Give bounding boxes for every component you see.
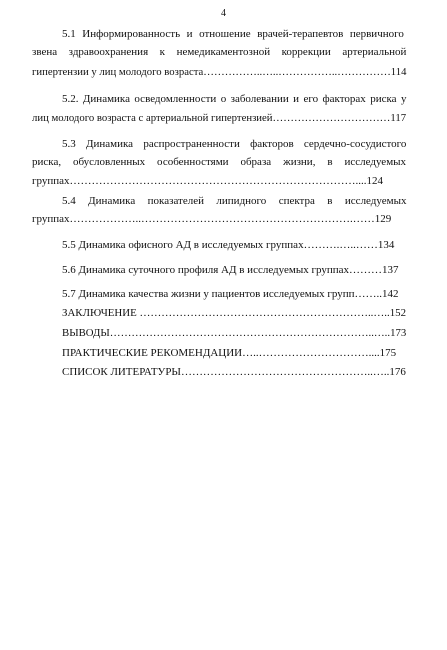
toc-entry-5-1-line-3: гипертензии у лиц молодого возраста……………..…..……………..……………114 <box>32 66 407 78</box>
toc-entry-5-1-line-1: 5.1 Информированность и отношение врачей-терапевтов первичного <box>62 28 404 40</box>
page-number: 4 <box>221 8 226 19</box>
toc-entry-recommendations: ПРАКТИЧЕСКИЕ РЕКОМЕНДАЦИИ…..…………………………....175 <box>62 347 397 359</box>
toc-entry-5-3-line-1: 5.3 Динамика распространенности факторов сердечно-сосудистого <box>62 138 407 150</box>
toc-entry-5-6: 5.6 Динамика суточного профиля АД в исследуемых группах………137 <box>62 264 399 276</box>
toc-entry-5-3-line-2: риска, обусловленных особенностями образа жизни, в исследуемых <box>32 156 407 168</box>
toc-entry-5-2-line-1: 5.2. Динамика осведомленности о заболевании и его факторах риска у <box>62 93 407 105</box>
toc-entry-5-7: 5.7 Динамика качества жизни у пациентов исследуемых групп……..142 <box>62 288 399 300</box>
toc-entry-5-2-line-2: лиц молодого возраста с артериальной гипертензией……………………………117 <box>32 112 407 124</box>
toc-entry-references: СПИСОК ЛИТЕРАТУРЫ……………………………………………..…..176 <box>62 366 406 378</box>
toc-entry-conclusion: ЗАКЛЮЧЕНИЕ ………………………………………………………..…..152 <box>62 307 407 319</box>
toc-entry-5-5: 5.5 Динамика офисного АД в исследуемых группах……….…..……134 <box>62 239 395 251</box>
toc-entry-5-3-line-3: группах……………………………………………………………………....124 <box>32 175 384 187</box>
toc-entry-5-1-line-2: звена здравоохранения к немедикаментозной коррекции артериальной <box>32 46 407 58</box>
toc-entry-5-4-line-1: 5.4 Динамика показателей липидного спектра в исследуемых <box>62 195 407 207</box>
toc-entry-5-4-line-2: группах………………..………………………………………………….……129 <box>32 213 392 225</box>
toc-entry-findings: ВЫВОДЫ………………………………………………………………..…..173 <box>62 327 407 339</box>
